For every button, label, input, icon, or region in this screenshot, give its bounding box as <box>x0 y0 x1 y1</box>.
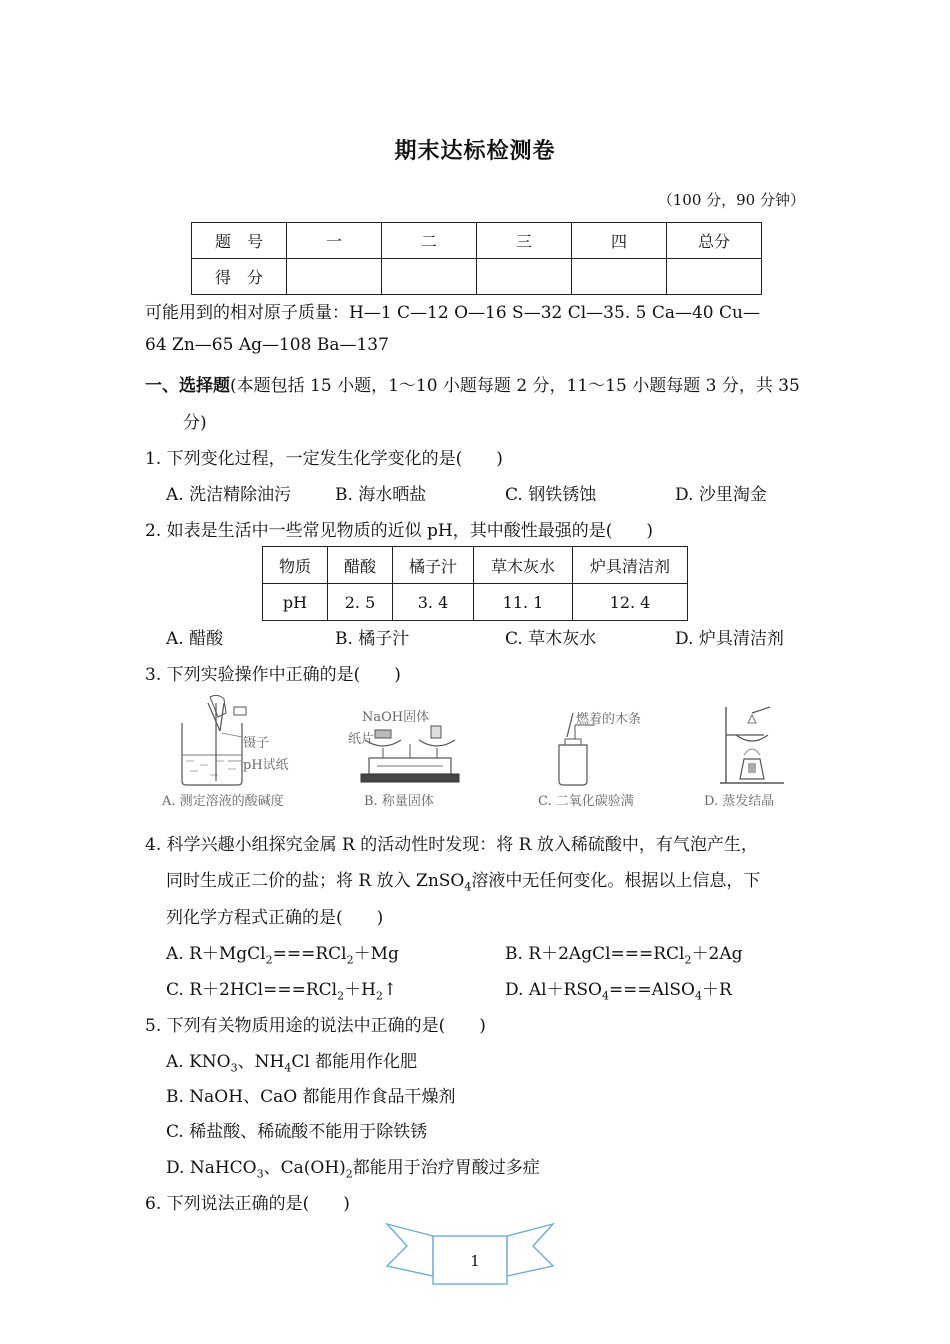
atomic-mass-line2: 64 Zn—65 Ag—108 Ba—137 <box>145 335 389 355</box>
table-cell: 3. 4 <box>393 584 474 621</box>
ph-paper-label: pH试纸 <box>243 758 289 773</box>
opt-text: ＋2Ag <box>691 944 743 964</box>
q2-stem: 2. 如表是生活中一些常见物质的近似 pH，其中酸性最强的是( ) <box>145 521 653 541</box>
q2-option-d[interactable]: D. 炉具清洁剂 <box>675 629 784 649</box>
opt-sub: 2 <box>375 989 383 1003</box>
opt-sub: 2 <box>337 989 345 1003</box>
table-row <box>192 259 762 295</box>
q2-option-c[interactable]: C. 草木灰水 <box>505 629 597 649</box>
opt-sub: 2 <box>345 1167 353 1181</box>
table-cell: 11. 1 <box>474 584 573 621</box>
q2-option-b[interactable]: B. 橘子汁 <box>335 629 410 649</box>
table-row <box>263 584 688 621</box>
burning-stick-label: 燃着的木条 <box>576 712 642 727</box>
score-input-cell[interactable] <box>477 259 572 295</box>
q1-stem: 1. 下列变化过程，一定发生化学变化的是( ) <box>145 449 503 469</box>
section1-desc: (本题包括 15 小题，1～10 小题每题 2 分，11～15 小题每题 3 分，共 35 <box>230 376 800 396</box>
q1-option-d[interactable]: D. 沙里淘金 <box>675 485 767 505</box>
table-cell: 得 分 <box>192 259 287 295</box>
opt-sub: 2 <box>265 953 273 967</box>
score-input-cell[interactable] <box>667 259 762 295</box>
score-input-cell[interactable] <box>287 259 382 295</box>
table-cell: 一 <box>287 223 382 259</box>
exam-meta: （100 分，90 分钟） <box>657 191 805 209</box>
q1-option-a[interactable]: A. 洗洁精除油污 <box>166 485 292 505</box>
table-cell: 物质 <box>263 547 328 584</box>
score-input-cell[interactable] <box>382 259 477 295</box>
q5-option-d[interactable] <box>166 1153 540 1180</box>
table-cell: 醋酸 <box>328 547 393 584</box>
opt-text: ===RCl <box>272 944 347 964</box>
opt-text: Cl 都能用作化肥 <box>291 1052 418 1072</box>
table-cell: 草木灰水 <box>474 547 573 584</box>
q1-option-c[interactable]: C. 钢铁锈蚀 <box>505 485 597 505</box>
opt-text: D. NaHCO <box>166 1158 257 1178</box>
opt-text: ＋H <box>344 980 376 1000</box>
table-cell: 2. 5 <box>328 584 393 621</box>
opt-text: C. R＋2HCl===RCl <box>166 980 338 1000</box>
q4-option-b[interactable] <box>505 939 742 966</box>
opt-sub: 4 <box>694 989 702 1003</box>
table-cell: 题 号 <box>192 223 287 259</box>
opt-text: ↑ <box>382 980 398 1000</box>
opt-sub: 4 <box>284 1061 292 1075</box>
table-cell: 三 <box>477 223 572 259</box>
opt-text: ＋Mg <box>353 944 399 964</box>
opt-sub: 4 <box>601 989 609 1003</box>
q4-line2 <box>166 866 760 893</box>
q1-option-b[interactable]: B. 海水晒盐 <box>335 485 427 505</box>
atomic-mass-line1: 可能用到的相对原子质量：H—1 C—12 O—16 S—32 Cl—35. 5 Ca—40 Cu— <box>145 303 760 323</box>
tweezers-label: 镊子 <box>243 736 270 751</box>
table-cell: pH <box>263 584 328 621</box>
ph-table <box>262 546 688 621</box>
table-cell: 总分 <box>667 223 762 259</box>
q4-text: 溶液中无任何变化。根据以上信息，下 <box>471 871 761 891</box>
q6-stem: 6. 下列说法正确的是( ) <box>145 1194 350 1214</box>
opt-text: 、NH <box>237 1052 285 1072</box>
ph-test-figure <box>170 693 300 788</box>
q4-option-d[interactable] <box>505 975 732 1002</box>
q3-caption-b[interactable]: B. 称量固体 <box>364 794 434 809</box>
q4-line3: 列化学方程式正确的是( ) <box>166 908 384 928</box>
opt-text: 、Ca(OH) <box>263 1158 346 1178</box>
q3-caption-c[interactable]: C. 二氧化碳验满 <box>538 794 634 809</box>
opt-text: B. R＋2AgCl===RCl <box>505 944 685 964</box>
q5-option-a[interactable] <box>166 1047 417 1074</box>
q5-option-b[interactable]: B. NaOH、CaO 都能用作食品干燥剂 <box>166 1087 456 1107</box>
section1-heading <box>145 371 800 396</box>
table-cell: 12. 4 <box>573 584 688 621</box>
evaporation-figure <box>718 703 788 788</box>
q4-line1: 4. 科学兴趣小组探究金属 R 的活动性时发现：将 R 放入稀硫酸中，有气泡产生， <box>145 835 758 855</box>
q3-stem: 3. 下列实验操作中正确的是( ) <box>145 665 401 685</box>
opt-text: A. KNO <box>166 1052 231 1072</box>
opt-text: ＋R <box>701 980 732 1000</box>
table-cell: 二 <box>382 223 477 259</box>
q3-caption-d[interactable]: D. 蒸发结晶 <box>704 794 775 809</box>
opt-text: 都能用于治疗胃酸过多症 <box>352 1158 540 1178</box>
q4-option-a[interactable] <box>166 939 399 966</box>
opt-text: D. Al＋RSO <box>505 980 602 1000</box>
q3-caption-a[interactable]: A. 测定溶液的酸碱度 <box>162 794 284 809</box>
paper-label: 纸片 <box>348 732 375 747</box>
table-row <box>263 547 688 584</box>
opt-sub: 2 <box>346 953 354 967</box>
score-input-cell[interactable] <box>572 259 667 295</box>
opt-sub: 2 <box>684 953 692 967</box>
table-cell: 橘子汁 <box>393 547 474 584</box>
page-title: 期末达标检测卷 <box>394 138 556 164</box>
table-cell: 炉具清洁剂 <box>573 547 688 584</box>
q5-option-c[interactable]: C. 稀盐酸、稀硫酸不能用于除铁锈 <box>166 1122 428 1142</box>
opt-text: ===AlSO <box>608 980 695 1000</box>
table-row <box>192 223 762 259</box>
q4-text: 同时生成正二价的盐；将 R 放入 ZnSO <box>166 871 465 891</box>
opt-sub: 3 <box>256 1167 264 1181</box>
page-number: 1 <box>470 1252 480 1270</box>
section1-desc-cont: 分) <box>183 413 207 433</box>
section1-title: 一、选择题 <box>145 376 230 396</box>
q4-option-c[interactable] <box>166 975 397 1002</box>
q4-subscript: 4 <box>464 880 472 894</box>
opt-sub: 3 <box>230 1061 238 1075</box>
score-table <box>191 222 762 295</box>
opt-text: A. R＋MgCl <box>166 944 266 964</box>
naoh-label: NaOH固体 <box>362 710 430 725</box>
q5-stem: 5. 下列有关物质用途的说法中正确的是( ) <box>145 1016 486 1036</box>
q2-option-a[interactable]: A. 醋酸 <box>166 629 224 649</box>
table-cell: 四 <box>572 223 667 259</box>
